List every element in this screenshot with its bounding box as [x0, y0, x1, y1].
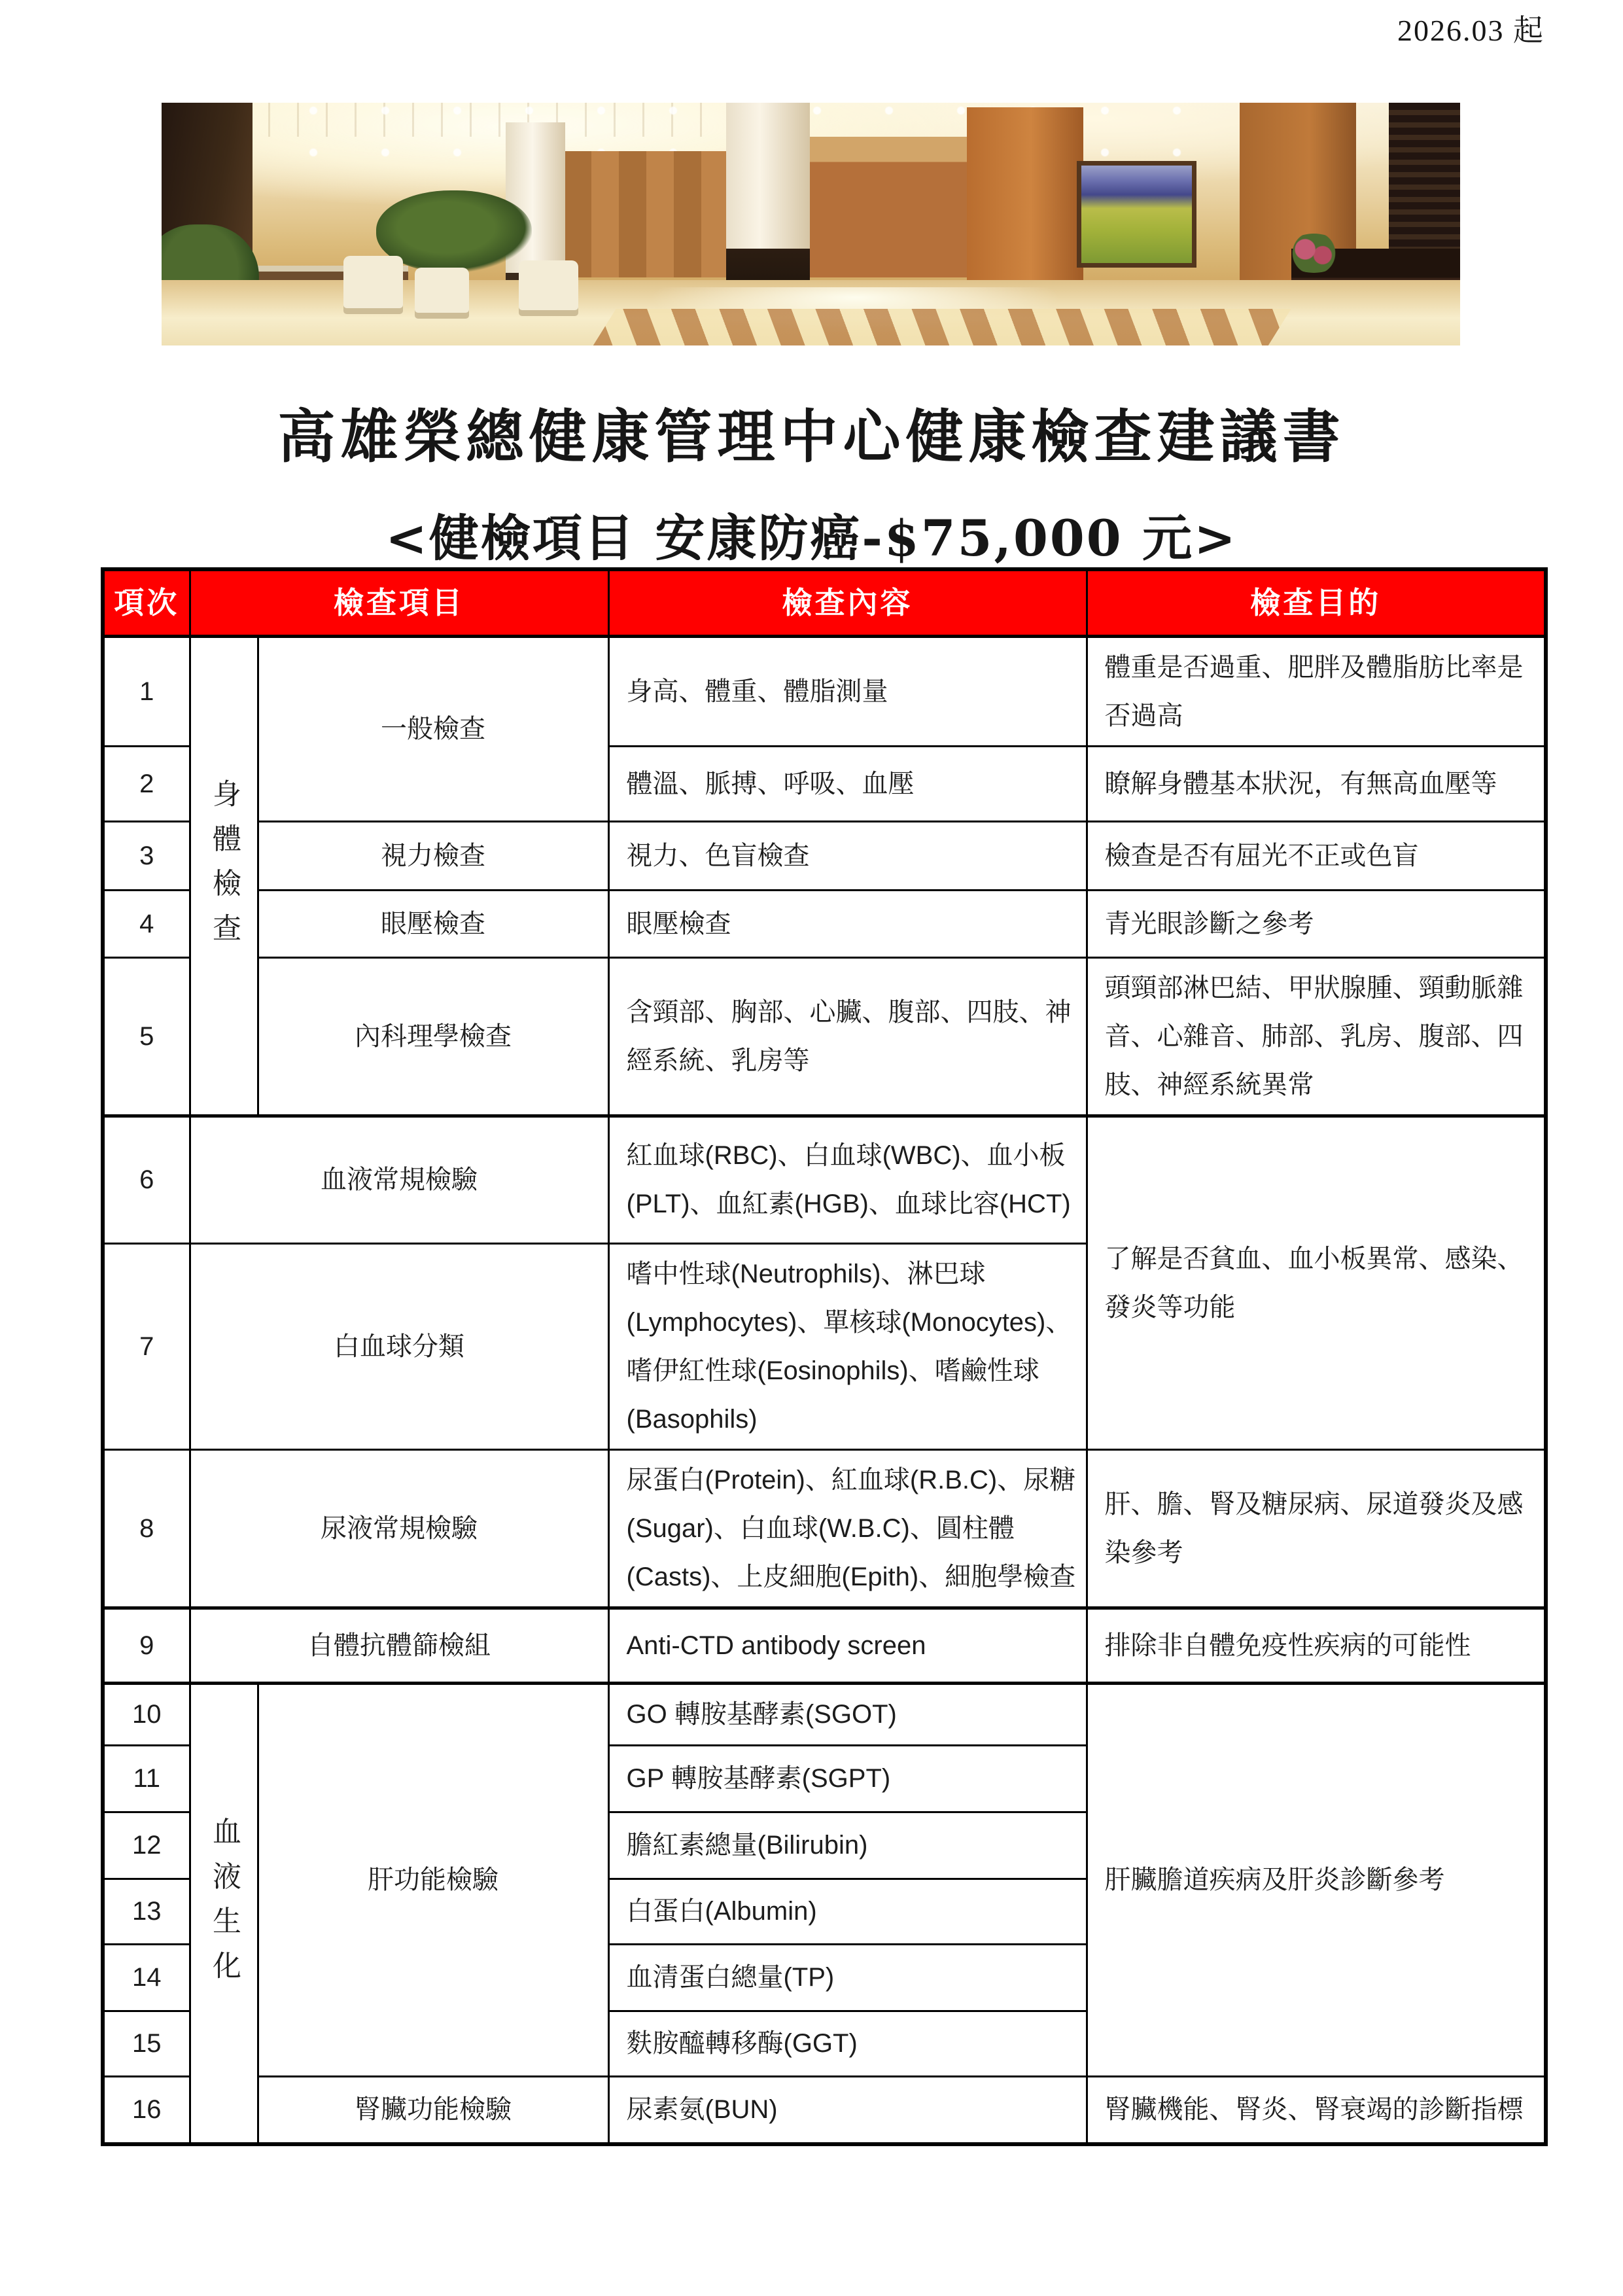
purpose-cell: 了解是否貧血、血小板異常、感染、發炎等功能 — [1087, 1116, 1546, 1449]
purpose-cell: 腎臟機能、腎炎、腎衰竭的診斷指標 — [1087, 2076, 1546, 2144]
photo-landscape-painting — [1077, 161, 1196, 268]
header-content: 檢查內容 — [608, 569, 1087, 636]
photo-floor-checker — [590, 309, 1291, 345]
row-no: 15 — [103, 2011, 190, 2076]
header-purpose: 檢查目的 — [1087, 569, 1546, 636]
row-no: 10 — [103, 1683, 190, 1745]
photo-wood-panel-wall — [564, 151, 746, 277]
purpose-cell: 體重是否過重、肥胖及體脂肪比率是否過高 — [1087, 636, 1546, 746]
item-cell: 肝功能檢驗 — [258, 1683, 608, 2076]
row-no: 13 — [103, 1879, 190, 1944]
header-no: 項次 — [103, 569, 190, 636]
purpose-cell: 青光眼診斷之參考 — [1087, 890, 1546, 957]
item-cell: 自體抗體篩檢組 — [190, 1608, 608, 1683]
item-cell: 血液常規檢驗 — [190, 1116, 608, 1243]
row-no: 11 — [103, 1745, 190, 1812]
row-no: 14 — [103, 1944, 190, 2011]
content-cell: 嗜中性球(Neutrophils)、淋巴球(Lymphocytes)、單核球(Monocytes)、嗜伊紅性球(Eosinophils)、嗜鹼性球(Basophils) — [608, 1243, 1087, 1449]
content-cell: 眼壓檢查 — [608, 890, 1087, 957]
content-cell: 身高、體重、體脂測量 — [608, 636, 1087, 746]
photo-chair — [519, 260, 578, 316]
row-no: 3 — [103, 821, 190, 890]
table-header-row — [103, 569, 1546, 636]
health-check-table — [101, 567, 1548, 2146]
row-no: 9 — [103, 1608, 190, 1683]
item-cell: 白血球分類 — [190, 1243, 608, 1449]
row-no: 5 — [103, 957, 190, 1116]
purpose-cell: 排除非自體免疫性疾病的可能性 — [1087, 1608, 1546, 1683]
content-cell: 尿素氨(BUN) — [608, 2076, 1087, 2144]
photo-right-louver-panel — [1389, 103, 1460, 253]
item-cell: 視力檢查 — [258, 821, 608, 890]
content-cell: 含頸部、胸部、心臟、腹部、四肢、神經系統、乳房等 — [608, 957, 1087, 1116]
photo-flower-arrangement — [1285, 234, 1343, 272]
category-body-exam — [190, 636, 258, 1116]
content-cell: 血清蛋白總量(TP) — [608, 1944, 1087, 2011]
row-no: 16 — [103, 2076, 190, 2144]
table-row — [103, 2076, 1546, 2144]
content-cell: 視力、色盲檢查 — [608, 821, 1087, 890]
content-cell: 體溫、脈搏、呼吸、血壓 — [608, 746, 1087, 821]
purpose-cell: 頭頸部淋巴結、甲狀腺腫、頸動脈雜音、心雜音、肺部、乳房、腹部、四肢、神經系統異常 — [1087, 957, 1546, 1116]
lobby-photo — [162, 103, 1460, 345]
content-cell: 尿蛋白(Protein)、紅血球(R.B.C)、尿糖(Sugar)、白血球(W.B.C)、圓柱體(Casts)、上皮細胞(Epith)、細胞學檢查 — [608, 1449, 1087, 1608]
content-cell: 白蛋白(Albumin) — [608, 1879, 1087, 1944]
category-label: 血液生化 — [208, 1816, 240, 1995]
category-blood-chem — [190, 1683, 258, 2144]
package-subtitle: <健檢項目 安康防癌-$75,000 元> — [385, 509, 1238, 567]
content-cell: 麩胺醯轉移酶(GGT) — [608, 2011, 1087, 2076]
item-cell: 眼壓檢查 — [258, 890, 608, 957]
item-cell: 一般檢查 — [258, 636, 608, 821]
purpose-cell: 瞭解身體基本狀況，有無高血壓等 — [1087, 746, 1546, 821]
table-row — [103, 890, 1546, 957]
category-label: 身體檢查 — [208, 779, 240, 957]
content-cell: 紅血球(RBC)、白血球(WBC)、血小板(PLT)、血紅素(HGB)、血球比容(HCT) — [608, 1116, 1087, 1243]
row-no: 4 — [103, 890, 190, 957]
row-no: 1 — [103, 636, 190, 746]
purpose-cell: 肝臟膽道疾病及肝炎診斷參考 — [1087, 1683, 1546, 2076]
content-cell: GO 轉胺基酵素(SGOT) — [608, 1683, 1087, 1745]
item-cell: 尿液常規檢驗 — [190, 1449, 608, 1608]
table-row — [103, 957, 1546, 1116]
item-cell: 內科理學檢查 — [258, 957, 608, 1116]
content-cell: 膽紅素總量(Bilirubin) — [608, 1812, 1087, 1879]
table-row — [103, 636, 1546, 746]
table-row — [103, 1683, 1546, 1745]
row-no: 8 — [103, 1449, 190, 1608]
purpose-cell: 肝、膽、腎及糖尿病、尿道發炎及感染參考 — [1087, 1449, 1546, 1608]
row-no: 12 — [103, 1812, 190, 1879]
header-item: 檢查項目 — [190, 569, 608, 636]
effective-date-note: 2026.03 起 — [1397, 14, 1544, 47]
table-row — [103, 1116, 1546, 1243]
row-no: 7 — [103, 1243, 190, 1449]
photo-chair — [415, 268, 469, 319]
item-cell: 腎臟功能檢驗 — [258, 2076, 608, 2144]
content-cell: Anti-CTD antibody screen — [608, 1608, 1087, 1683]
page-title: 高雄榮總健康管理中心健康檢查建議書 — [277, 402, 1346, 470]
table-row — [103, 1449, 1546, 1608]
row-no: 6 — [103, 1116, 190, 1243]
table-row — [103, 821, 1546, 890]
table-row — [103, 1608, 1546, 1683]
row-no: 2 — [103, 746, 190, 821]
content-cell: GP 轉胺基酵素(SGPT) — [608, 1745, 1087, 1812]
purpose-cell: 檢查是否有屈光不正或色盲 — [1087, 821, 1546, 890]
photo-chair — [343, 256, 403, 314]
